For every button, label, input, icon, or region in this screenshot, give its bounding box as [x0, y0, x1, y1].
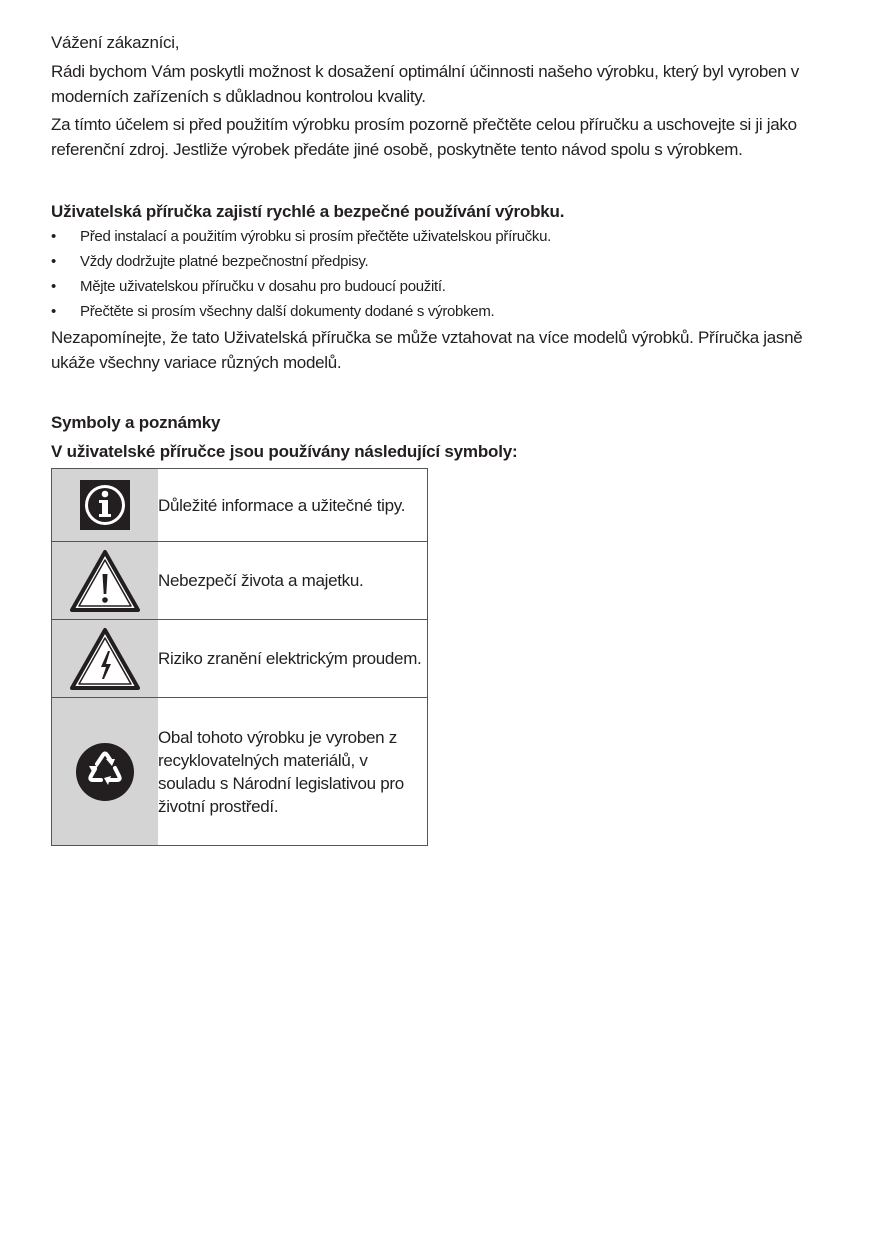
bullet: •: [51, 278, 56, 295]
symbol-description: Riziko zranění elektrickým proudem.: [158, 620, 428, 698]
list-item-text: Před instalací a použitím výrobku si prosím přečtěte uživatelskou příručku.: [80, 228, 552, 245]
table-row: [52, 698, 428, 846]
symbol-description: Nebezpečí života a majetku.: [158, 542, 428, 620]
warning-icon: [69, 549, 141, 613]
recycle-icon: [75, 742, 135, 802]
icon-cell: [52, 542, 159, 620]
list-item: [51, 249, 821, 274]
table-row: [52, 542, 428, 620]
list-item: [51, 274, 821, 299]
electric-shock-icon: [69, 627, 141, 691]
symbol-description: Obal tohoto výrobku je vyroben z recyklovatelných materiálů, v souladu s Národní legislativou pro životní prostředí.: [158, 698, 428, 846]
list-item-text: Přečtěte si prosím všechny další dokumenty dodané s výrobkem.: [80, 303, 495, 320]
table-row: [52, 620, 428, 698]
bullet: •: [51, 228, 56, 245]
symbols-subheading: V uživatelské příručce jsou používány následující symboly:: [51, 442, 518, 461]
intro-paragraph-1: Rádi bychom Vám poskytli možnost k dosažení optimální účinnosti našeho výrobku, který byl vyroben v moderních zařízeních s důkladnou kontrolou kvality.: [51, 62, 799, 106]
list-item: [51, 299, 821, 324]
symbols-table: [51, 468, 428, 846]
info-icon: [79, 479, 131, 531]
document-page: [51, 30, 821, 846]
icon-cell: [52, 698, 159, 846]
symbols-heading: Symboly a poznámky: [51, 413, 221, 432]
manual-bullet-list: [51, 224, 821, 324]
intro-paragraph-2: Za tímto účelem si před použitím výrobku prosím pozorně přečtěte celou příručku a uschovejte si ji jako referenční zdroj. Jestliže výrobek předáte jiné osobě, poskytněte tento návod spolu s výrobkem.: [51, 115, 797, 159]
manual-heading: Uživatelská příručka zajistí rychlé a bezpečné používání výrobku.: [51, 202, 565, 221]
list-item-text: Mějte uživatelskou příručku v dosahu pro budoucí použití.: [80, 278, 446, 295]
table-row: [52, 469, 428, 542]
bullet: •: [51, 253, 56, 270]
list-item-text: Vždy dodržujte platné bezpečnostní předpisy.: [80, 253, 369, 270]
models-note: Nezapomínejte, že tato Uživatelská příručka se může vztahovat na více modelů výrobků. Příručka jasně ukáže všechny variace různých modelů.: [51, 328, 803, 372]
symbol-description: Důležité informace a užitečné tipy.: [158, 469, 428, 542]
bullet: •: [51, 303, 56, 320]
list-item: [51, 224, 821, 249]
greeting: Vážení zákazníci,: [51, 33, 180, 52]
icon-cell: [52, 620, 159, 698]
icon-cell: [52, 469, 159, 542]
